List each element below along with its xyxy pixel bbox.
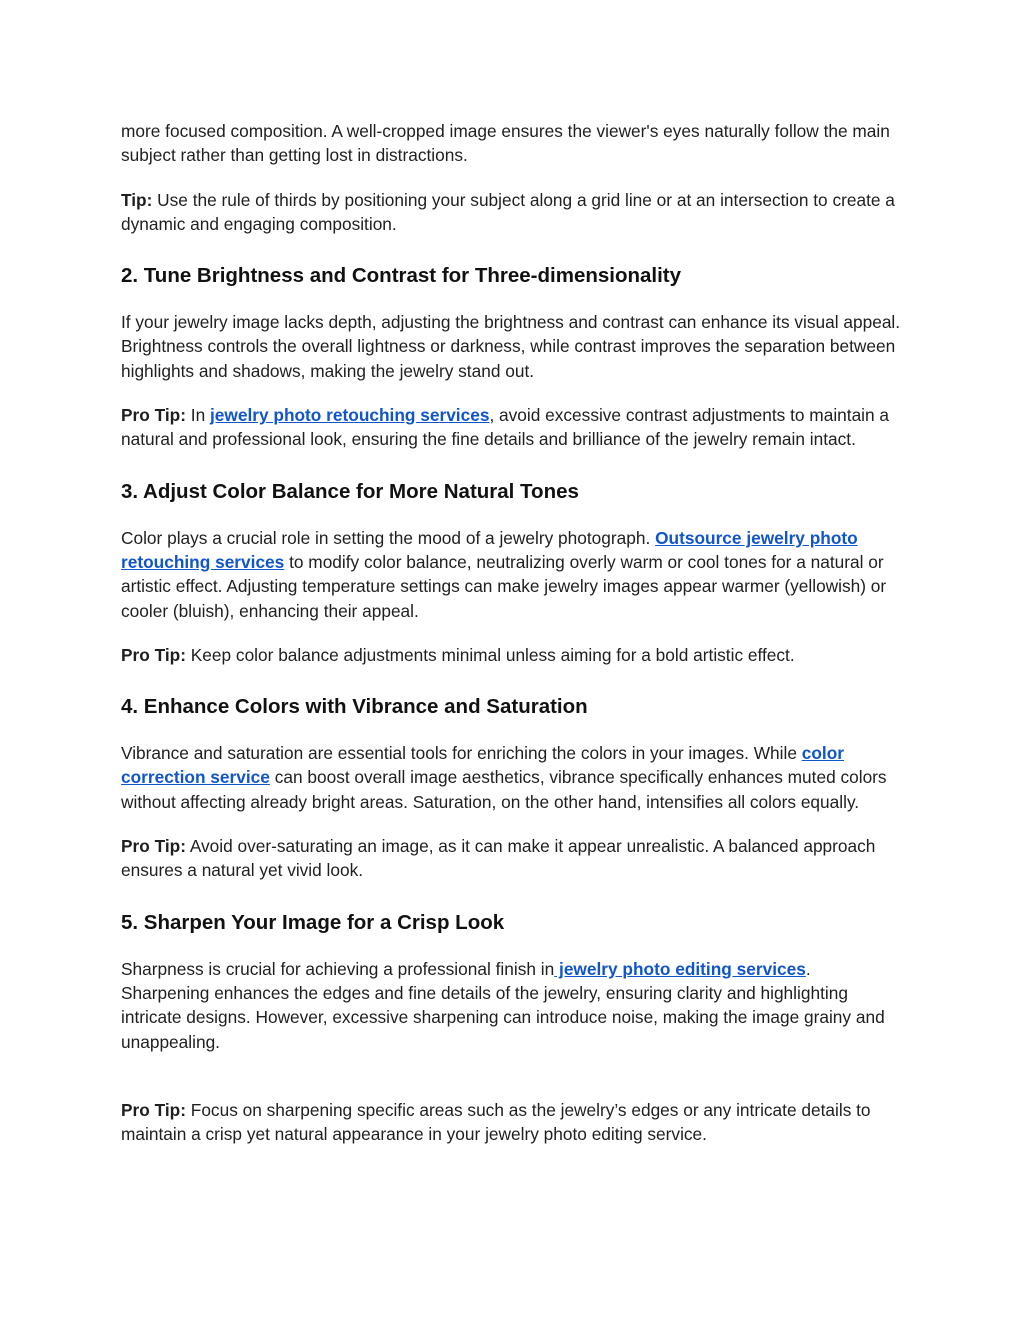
section-heading-brightness-contrast: 2. Tune Brightness and Contrast for Three-dimensionality bbox=[121, 264, 682, 288]
spacer bbox=[121, 1054, 903, 1098]
section-body-vibrance-saturation bbox=[121, 741, 903, 814]
body-text-pre: Vibrance and saturation are essential tools for enriching the colors in your images. While bbox=[121, 743, 802, 764]
pro-tip-label: Pro Tip: bbox=[121, 405, 186, 426]
section-heading-color-balance: 3. Adjust Color Balance for More Natural Tones bbox=[121, 479, 579, 503]
body-text-pre: Color plays a crucial role in setting the mood of a jewelry photograph. bbox=[121, 527, 656, 548]
section-body-color-balance bbox=[121, 526, 903, 623]
spacer bbox=[121, 883, 903, 910]
spacer bbox=[121, 505, 903, 526]
tip-text: Avoid over-saturating an image, as it can make it appear unrealistic. A balanced approach ensures a natural yet vivid look. bbox=[121, 836, 876, 881]
pro-tip-label: Pro Tip: bbox=[121, 644, 186, 665]
spacer bbox=[121, 236, 903, 263]
intro-text: more focused composition. A well-cropped image ensures the viewer's eyes naturally follow the main subject rather than getting lost in distractions. bbox=[121, 121, 890, 166]
section-heading-vibrance-saturation: 4. Enhance Colors with Vibrance and Saturation bbox=[121, 695, 588, 719]
document-page bbox=[121, 119, 903, 1146]
tip-text: Use the rule of thirds by positioning your subject along a grid line or at an intersection to create a dynamic and engaging composition. bbox=[121, 189, 895, 234]
tip-text: Focus on sharpening specific areas such as the jewelry’s edges or any intricate details to maintain a crisp yet natural appearance in your jewelry photo editing service. bbox=[121, 1099, 871, 1145]
section-body-sharpen bbox=[121, 957, 903, 1054]
pro-tip-label: Pro Tip: bbox=[121, 836, 186, 857]
jewelry-photo-editing-link[interactable]: jewelry photo editing services bbox=[554, 958, 806, 979]
section-tip-vibrance-saturation bbox=[121, 834, 903, 883]
outsource-jewelry-retouching-link[interactable]: Outsource jewelry photo retouching services bbox=[121, 527, 858, 572]
spacer bbox=[121, 452, 903, 479]
spacer bbox=[121, 720, 903, 741]
section-tip-sharpen bbox=[121, 1098, 903, 1147]
tip-text-post: , avoid excessive contrast adjustments to maintain a natural and professional look, ensuring the fine details and brilliance of the jewelry remain intact. bbox=[121, 405, 890, 450]
jewelry-photo-retouching-link[interactable]: jewelry photo retouching services bbox=[209, 405, 490, 426]
section-heading-sharpen: 5. Sharpen Your Image for a Crisp Look bbox=[121, 910, 505, 934]
section-tip-brightness-contrast bbox=[121, 403, 903, 452]
intro-tip bbox=[121, 188, 903, 237]
spacer bbox=[121, 289, 903, 310]
section-tip-color-balance bbox=[121, 643, 903, 667]
tip-text: Keep color balance adjustments minimal unless aiming for a bold artistic effect. bbox=[185, 644, 795, 665]
spacer bbox=[121, 936, 903, 957]
color-correction-service-link[interactable]: color correction service bbox=[121, 743, 844, 788]
spacer bbox=[121, 667, 903, 694]
body-text-post: can boost overall image aesthetics, vibrance specifically enhances muted colors without affecting already bright areas. Saturation, on the other hand, intensifies all colors equally. bbox=[121, 767, 887, 812]
body-text-post: to modify color balance, neutralizing overly warm or cool tones for a natural or artistic effect. Adjusting temperature settings can make jewelry images appear warmer (yellowish) or cooler (bluish), enhancing their appeal. bbox=[121, 551, 887, 621]
body-text-post: . Sharpening enhances the edges and fine details of the jewelry, ensuring clarity and highlighting intricate designs. However, excessive sharpening can introduce noise, making the image grainy and unappealing. bbox=[121, 958, 885, 1052]
section-body-brightness-contrast: If your jewelry image lacks depth, adjusting the brightness and contrast can enhance its visual appeal. Brightness controls the overall lightness or darkness, while contrast improves the separation between highlights and shadows, making the jewelry stand out. bbox=[121, 312, 901, 381]
pro-tip-label: Pro Tip: bbox=[121, 1099, 186, 1120]
tip-label: Tip: bbox=[121, 189, 153, 210]
body-text-pre: Sharpness is crucial for achieving a professional finish in bbox=[121, 958, 555, 979]
intro-paragraph bbox=[121, 119, 903, 168]
tip-text-pre: In bbox=[185, 405, 210, 426]
